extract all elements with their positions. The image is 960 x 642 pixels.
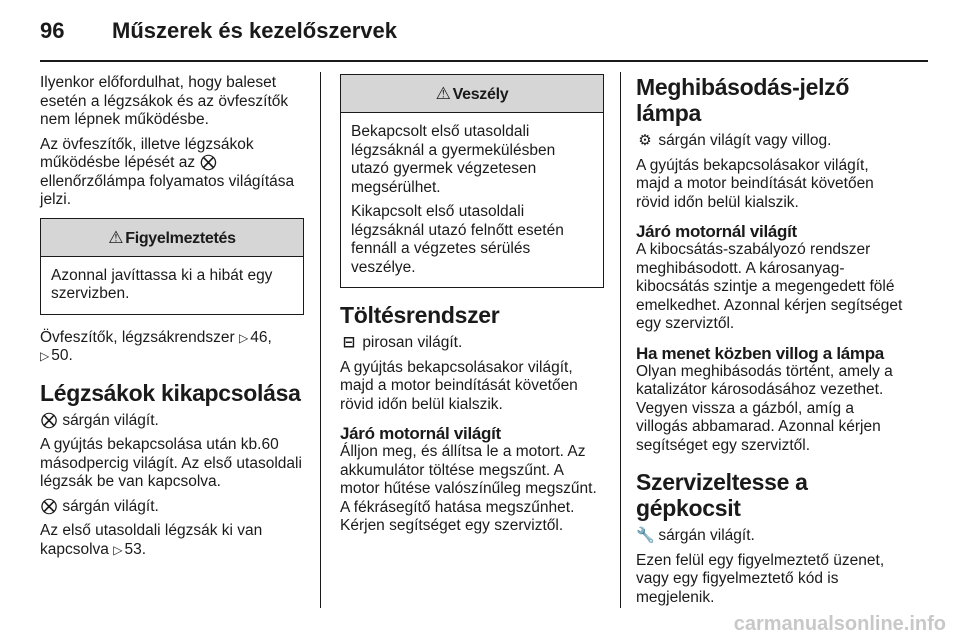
section-heading: Légzsákok kikapcsolása [40, 379, 301, 406]
column-divider [320, 72, 321, 608]
battery-icon: ⊟ [342, 334, 356, 351]
indicator-line: ⛒ sárgán világít. [41, 411, 159, 429]
header-divider [40, 60, 928, 62]
airbag-on-icon: ⛒ [41, 411, 57, 429]
service-car-icon: 🔧 [636, 527, 655, 544]
airbag-icon: ⛒ [200, 154, 217, 171]
paragraph: A kibocsátás-szabályozó rendszer meghibásodott. A károsanyag-kibocsátás szintje a megengedett fölé emelkedhet. Azonnal kérjen segítséget egy szerviztől. [636, 241, 903, 332]
subheading: Ha menet közben villog a lámpa [636, 343, 884, 363]
section-heading: Töltésrendszer [340, 302, 500, 328]
paragraph: A gyújtás bekapcsolásakor világít, majd a motor beindítását követően rövid időn belül kialszik. [340, 358, 578, 413]
watermark: carmanualsonline.info [733, 613, 946, 635]
subheading: Járó motornál világít [340, 424, 501, 443]
page-title: Műszerek és kezelőszervek [112, 18, 397, 43]
warning-box [40, 218, 304, 315]
indicator-line: ⊟ pirosan világít. [340, 334, 604, 353]
page-number: 96 [40, 18, 65, 43]
column-1 [40, 74, 304, 565]
paragraph: Ilyenkor előfordulhat, hogy baleset esetén a légzsákok és az övfeszítők nem lépnek működésbe. [40, 74, 289, 128]
column-2 [340, 74, 604, 542]
cross-reference: Övfeszítők, légzsákrendszer ▷ 46, ▷ 50. [40, 328, 272, 364]
warning-text: Azonnal javíttassa ki a hibát egy szervizben. [51, 266, 273, 302]
indicator-line: 🔧 sárgán világít. [636, 527, 755, 544]
column-3 [636, 74, 906, 613]
page-link[interactable]: 53. [124, 540, 147, 558]
danger-text: Bekapcsolt első utasoldali légzsáknál a gyermekülésben utazó gyermek végzetesen megsérülhet. [351, 123, 556, 196]
section-heading: Meghibásodás-jelző lámpa [636, 74, 850, 126]
indicator-line: ⛒ sárgán világít. [41, 497, 159, 515]
warning-box-title: ⚠ Figyelmeztetés [41, 219, 303, 257]
airbag-off-icon: ⛒ [41, 497, 57, 515]
paragraph: A gyújtás bekapcsolásakor világít, majd a motor beindítását követően rövid időn belül kialszik. [636, 156, 874, 211]
page-link[interactable]: 46, [250, 328, 272, 346]
danger-text: Kikapcsolt első utasoldali légzsáknál utazó felnőtt esetén fennáll a végzetes sérülés veszélye. [351, 203, 564, 276]
paragraph: Az első utasoldali légzsák ki van kapcsolva ▷ 53. [40, 522, 263, 558]
page-link[interactable]: 50. [51, 347, 73, 364]
paragraph: Az övfeszítők, illetve légzsákok működésbe lépését az ⛒ ellenőrzőlámpa folyamatos világítása jelzi. [40, 135, 295, 208]
reference-arrow-icon: ▷ [239, 330, 249, 345]
section-heading: Szervizeltesse a gépkocsit [636, 469, 808, 521]
reference-arrow-icon: ▷ [113, 542, 123, 557]
warning-triangle-icon: ⚠ [435, 84, 451, 103]
paragraph: Ezen felül egy figyelmeztető üzenet, vagy egy figyelmeztető kód is megjelenik. [636, 551, 885, 606]
page-header [40, 14, 928, 54]
paragraph: Olyan meghibásodás történt, amely a katalizátor károsodásához vezethet. Vegyen vissza a gázból, amíg a villogás abbamarad. Azonnal kérjen segítséget egy szerviztől. [636, 362, 893, 454]
paragraph: A gyújtás bekapcsolása után kb.60 másodpercig világít. Az első utasoldali légzsák be van kapcsolva. [40, 436, 302, 490]
reference-arrow-icon: ▷ [40, 349, 50, 363]
indicator-line: ⚙ sárgán világít vagy villog. [636, 132, 906, 151]
danger-box-title: ⚠ Veszély [341, 75, 603, 113]
danger-box [340, 74, 604, 288]
engine-icon: ⚙ [638, 132, 652, 149]
warning-triangle-icon: ⚠ [108, 227, 124, 247]
paragraph: Álljon meg, és állítsa le a motort. Az akkumulátor töltése megszűnt. A motor hűtése valószínűleg megszűnt. A fékrásegítő hatása megszűnhet. Kérjen segítséget egy szerviztől. [340, 443, 597, 534]
column-divider [620, 72, 621, 608]
subheading: Járó motornál világít [636, 222, 797, 241]
